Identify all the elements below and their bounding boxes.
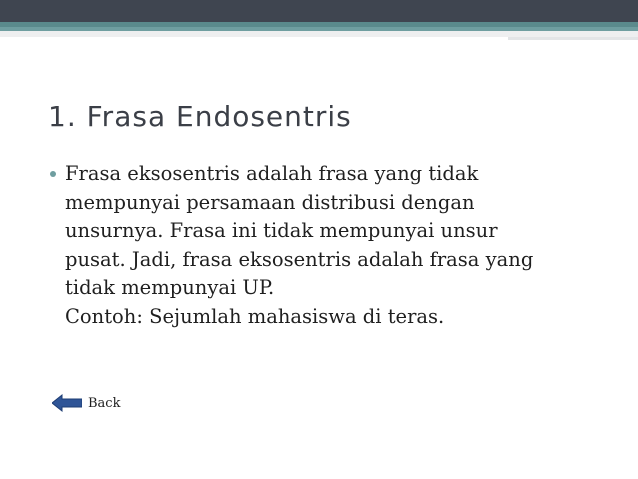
paragraph-line: Contoh: Sejumlah mahasiswa di teras. (65, 304, 445, 328)
header-light-bar (0, 31, 638, 37)
slide-title: 1. Frasa Endosentris (48, 100, 352, 133)
back-label[interactable]: Back (88, 395, 121, 411)
paragraph-line: pusat. Jadi, frasa eksosentris adalah frasa yang (65, 247, 534, 271)
paragraph-line: unsurnya. Frasa ini tidak mempunyai unsur (65, 219, 498, 242)
left-arrow-icon (52, 393, 82, 413)
header-dark-bar (0, 0, 638, 22)
paragraph-line: mempunyai persamaan distribusi dengan (65, 190, 475, 214)
back-button[interactable] (52, 393, 120, 413)
bullet-paragraph (65, 160, 605, 331)
bullet-dot (50, 171, 56, 177)
paragraph-line: tidak mempunyai UP. (65, 276, 275, 299)
paragraph-line: Frasa eksosentris adalah frasa yang tidak (65, 162, 479, 185)
